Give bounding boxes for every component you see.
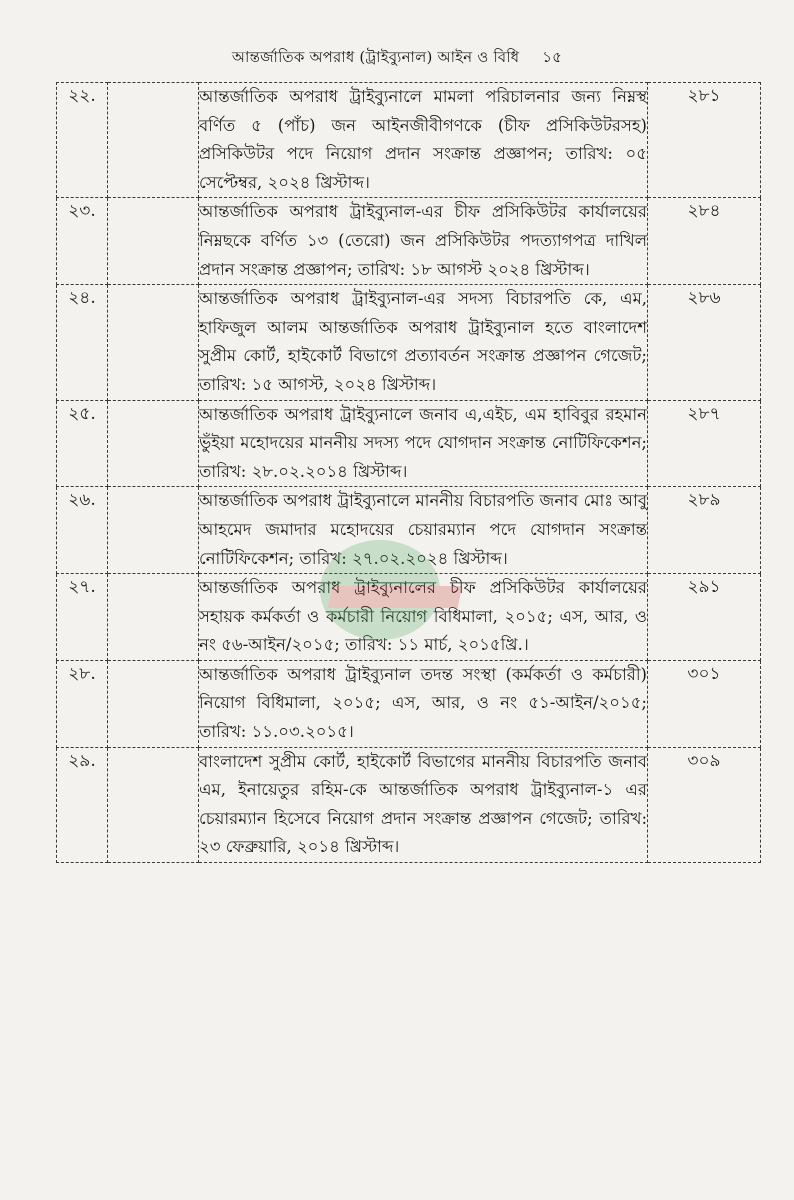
table-row	[57, 487, 761, 574]
blank-cell	[108, 487, 199, 574]
table-row	[57, 747, 761, 862]
description-cell: আন্তর্জাতিক অপরাধ ট্রাইব্যুনাল তদন্ত সংস্থা (কর্মকর্তা ও কর্মচারী) নিয়োগ বিধিমালা, ২০১৫; এস, আর, ও নং ৫১-আইন/২০১৫; তারিখ: ১১.০৩.২০১৫।	[199, 660, 648, 747]
description-cell: আন্তর্জাতিক অপরাধ ট্রাইব্যুনালে মামলা পরিচালনার জন্য নিম্নস্থ বর্ণিত ৫ (পাঁচ) জন আইনজীবীগণকে (চীফ প্রসিকিউটরসহ) প্রসিকিউটর পদে নিয়োগ প্রদান সংক্রান্ত প্রজ্ঞাপন; তারিখ: ০৫ সেপ্টেম্বর, ২০২৪ খ্রিস্টাব্দ।	[199, 83, 648, 198]
serial-cell: ২৪.	[57, 285, 108, 400]
serial-cell: ২৭.	[57, 574, 108, 661]
contents-table	[56, 82, 761, 863]
table-row	[57, 83, 761, 198]
table-row	[57, 400, 761, 487]
blank-cell	[108, 285, 199, 400]
page-ref-cell: ২৮৬	[648, 285, 761, 400]
table-row	[57, 660, 761, 747]
serial-cell: ২৩.	[57, 198, 108, 285]
page-ref-cell: ২৮৪	[648, 198, 761, 285]
blank-cell	[108, 660, 199, 747]
page-ref-cell: ৩০১	[648, 660, 761, 747]
page-number: ১৫	[542, 48, 563, 66]
blank-cell	[108, 198, 199, 285]
serial-cell: ২৮.	[57, 660, 108, 747]
serial-cell: ২৫.	[57, 400, 108, 487]
page-ref-cell: ২৮৭	[648, 400, 761, 487]
blank-cell	[108, 574, 199, 661]
running-title: আন্তর্জাতিক অপরাধ (ট্রাইব্যুনাল) আইন ও বিধি	[231, 48, 520, 66]
blank-cell	[108, 83, 199, 198]
serial-cell: ২২.	[57, 83, 108, 198]
page-ref-cell: ২৮৯	[648, 487, 761, 574]
blank-cell	[108, 747, 199, 862]
description-cell: আন্তর্জাতিক অপরাধ ট্রাইব্যুনাল-এর চীফ প্রসিকিউটর কার্যালয়ের নিম্নছকে বর্ণিত ১৩ (তেরো) জন প্রসিকিউটর পদত্যাগপত্র দাখিল প্রদান সংক্রান্ত প্রজ্ঞাপন; তারিখ: ১৮ আগস্ট ২০২৪ খ্রিস্টাব্দ।	[199, 198, 648, 285]
table-row	[57, 198, 761, 285]
serial-cell: ২৯.	[57, 747, 108, 862]
blank-cell	[108, 400, 199, 487]
description-cell: আন্তর্জাতিক অপরাধ ট্রাইব্যুনাল-এর সদস্য বিচারপতি কে, এম, হাফিজুল আলম আন্তর্জাতিক অপরাধ ট্রাইব্যুনাল হতে বাংলাদেশ সুপ্রীম কোর্ট, হাইকোর্ট বিভাগে প্রত্যাবর্তন সংক্রান্ত প্রজ্ঞাপন গেজেট; তারিখ: ১৫ আগস্ট, ২০২৪ খ্রিস্টাব্দ।	[199, 285, 648, 400]
description-cell: আন্তর্জাতিক অপরাধ ট্রাইব্যুনালে জনাব এ,এইচ, এম হাবিবুর রহমান ভুঁইয়া মহোদয়ের মাননীয় সদস্য পদে যোগদান সংক্রান্ত নোটিফিকেশন; তারিখ: ২৮.০২.২০১৪ খ্রিস্টাব্দ।	[199, 400, 648, 487]
page-ref-cell: ২৮১	[648, 83, 761, 198]
page-ref-cell: ২৯১	[648, 574, 761, 661]
serial-cell: ২৬.	[57, 487, 108, 574]
table-row	[57, 574, 761, 661]
description-cell: বাংলাদেশ সুপ্রীম কোর্ট, হাইকোর্ট বিভাগের মাননীয় বিচারপতি জনাব এম, ইনায়েতুর রহিম-কে আন্তর্জাতিক অপরাধ ট্রাইব্যুনাল-১ এর চেয়ারম্যান হিসেবে নিয়োগ প্রদান সংক্রান্ত প্রজ্ঞাপন গেজেট; তারিখ: ২৩ ফেব্রুয়ারি, ২০১৪ খ্রিস্টাব্দ।	[199, 747, 648, 862]
description-cell: আন্তর্জাতিক অপরাধ ট্রাইব্যুনালের চীফ প্রসিকিউটর কার্যালয়ের সহায়ক কর্মকর্তা ও কর্মচারী নিয়োগ বিধিমালা, ২০১৫; এস, আর, ও নং ৫৬-আইন/২০১৫; তারিখ: ১১ মার্চ, ২০১৫খ্রি.।	[199, 574, 648, 661]
page-header	[0, 46, 794, 71]
table-row	[57, 285, 761, 400]
page-ref-cell: ৩০৯	[648, 747, 761, 862]
description-cell: আন্তর্জাতিক অপরাধ ট্রাইব্যুনালে মাননীয় বিচারপতি জনাব মোঃ আবু আহমেদ জমাদার মহোদয়ের চেয়ারম্যান পদে যোগদান সংক্রান্ত নোটিফিকেশন; তারিখ: ২৭.০২.২০২৪ খ্রিস্টাব্দ।	[199, 487, 648, 574]
